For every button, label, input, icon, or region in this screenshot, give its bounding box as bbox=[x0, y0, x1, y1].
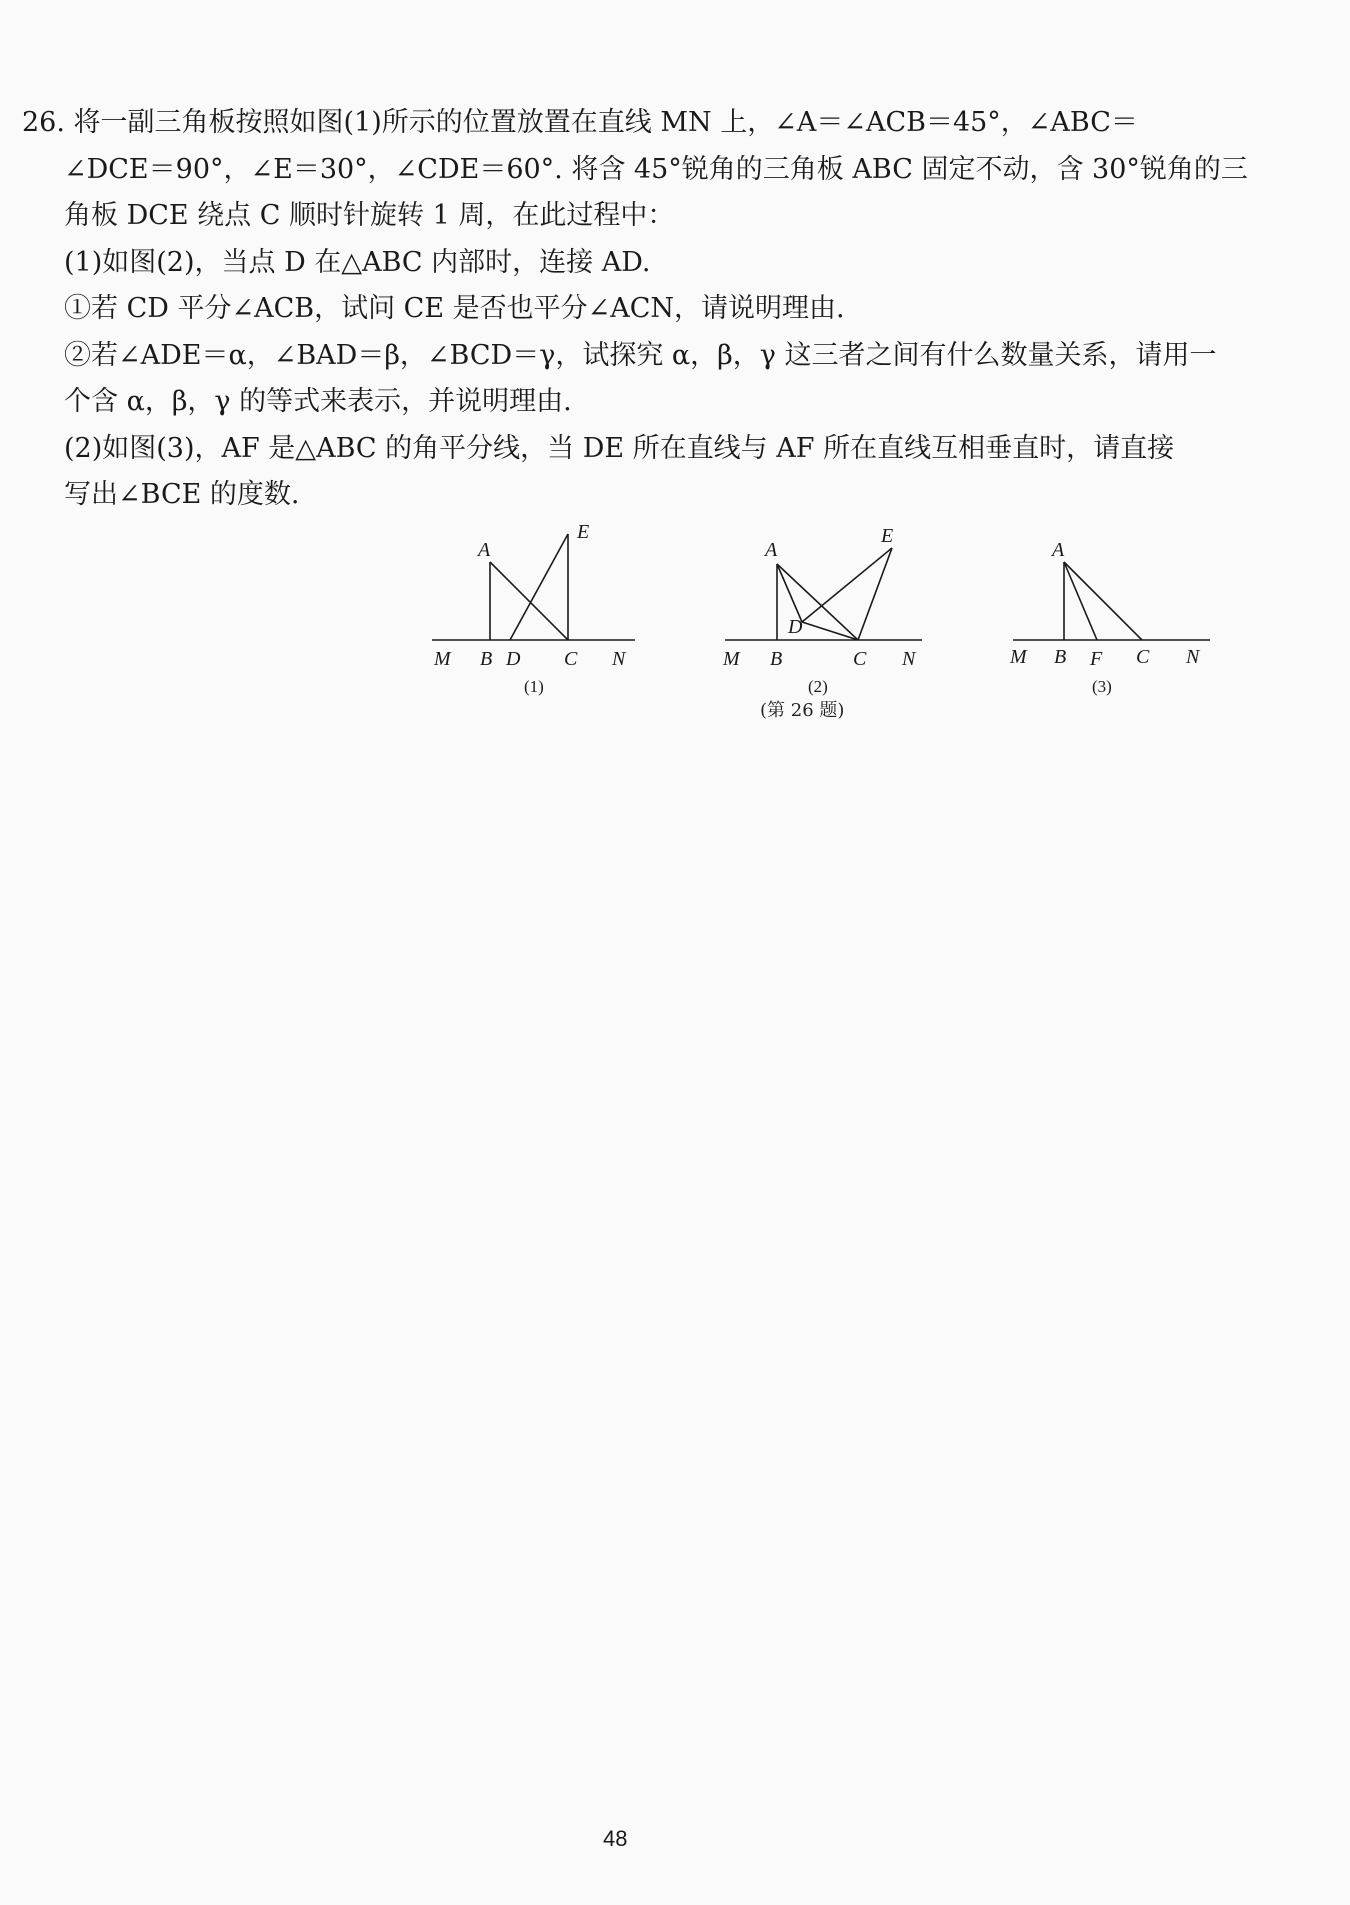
figure-3 bbox=[1013, 562, 1210, 640]
fig2-label-m: M bbox=[723, 648, 740, 670]
figure-3-labels bbox=[1009, 539, 1201, 696]
part-2-question-cont: 写出∠BCE 的度数. bbox=[64, 479, 300, 510]
fig2-label-n: N bbox=[902, 648, 916, 670]
problem-line-2: ∠DCE＝90°，∠E＝30°，∠CDE＝60°. 将含 45°锐角的三角板 ABC 固定不动，含 30°锐角的三 bbox=[64, 153, 1248, 185]
fig1-label-c: C bbox=[564, 648, 578, 670]
fig3-label-b: B bbox=[1054, 646, 1067, 668]
fig3-label-n: N bbox=[1186, 646, 1200, 668]
problem-line-3: 角板 DCE 绕点 C 顺时针旋转 1 周，在此过程中： bbox=[64, 200, 675, 231]
part-1-question-b-cont: 个含 α，β，γ 的等式来表示，并说明理由. bbox=[64, 386, 572, 417]
fig1-label-a: A bbox=[478, 539, 491, 561]
fig1-label-m: M bbox=[434, 648, 451, 670]
fig3-label-c: C bbox=[1136, 646, 1150, 668]
page-number: 48 bbox=[603, 1826, 628, 1851]
fig2-label-b: B bbox=[770, 648, 783, 670]
fig2-segment-ad bbox=[777, 564, 802, 622]
fig3-caption: (3) bbox=[1092, 677, 1112, 696]
fig1-segment-de bbox=[510, 534, 568, 640]
fig1-label-b: B bbox=[480, 648, 493, 670]
fig2-segment-dc bbox=[802, 622, 858, 640]
fig1-label-d: D bbox=[506, 648, 521, 670]
fig2-label-c: C bbox=[853, 648, 867, 670]
part-2-question: (2)如图(3)，AF 是△ABC 的角平分线，当 DE 所在直线与 AF 所在直线互相垂直时，请直接 bbox=[64, 432, 1175, 464]
fig1-segment-ac bbox=[490, 562, 568, 640]
figure-1-labels bbox=[433, 521, 627, 696]
fig2-label-e: E bbox=[881, 525, 894, 547]
problem-line-1: 26. 将一副三角板按照如图(1)所示的位置放置在直线 MN 上，∠A＝∠ACB＝45°，∠ABC＝ bbox=[22, 107, 1138, 138]
fig2-label-a: A bbox=[765, 539, 778, 561]
fig1-label-n: N bbox=[612, 648, 626, 670]
fig2-label-d: D bbox=[788, 616, 803, 638]
figure-caption: (第 26 题) bbox=[760, 700, 845, 721]
part-1-question-a: ①若 CD 平分∠ACB，试问 CE 是否也平分∠ACN，请说明理由. bbox=[64, 293, 845, 324]
fig3-label-m: M bbox=[1010, 646, 1027, 668]
fig3-segment-ac bbox=[1064, 562, 1142, 640]
fig2-caption: (2) bbox=[808, 677, 828, 696]
fig1-caption: (1) bbox=[524, 677, 544, 696]
fig1-label-e: E bbox=[577, 521, 590, 543]
fig3-segment-af bbox=[1064, 562, 1097, 640]
part-1-question-b: ②若∠ADE＝α，∠BAD＝β，∠BCD＝γ，试探究 α，β，γ 这三者之间有什么数量关系，请用一 bbox=[64, 339, 1217, 371]
fig3-label-f: F bbox=[1090, 648, 1103, 670]
part-1-intro: (1)如图(2)，当点 D 在△ABC 内部时，连接 AD. bbox=[64, 246, 651, 278]
figure-2 bbox=[725, 548, 922, 640]
figure-1 bbox=[432, 534, 635, 640]
problem-26 bbox=[22, 100, 1248, 519]
fig3-label-a: A bbox=[1052, 539, 1065, 561]
